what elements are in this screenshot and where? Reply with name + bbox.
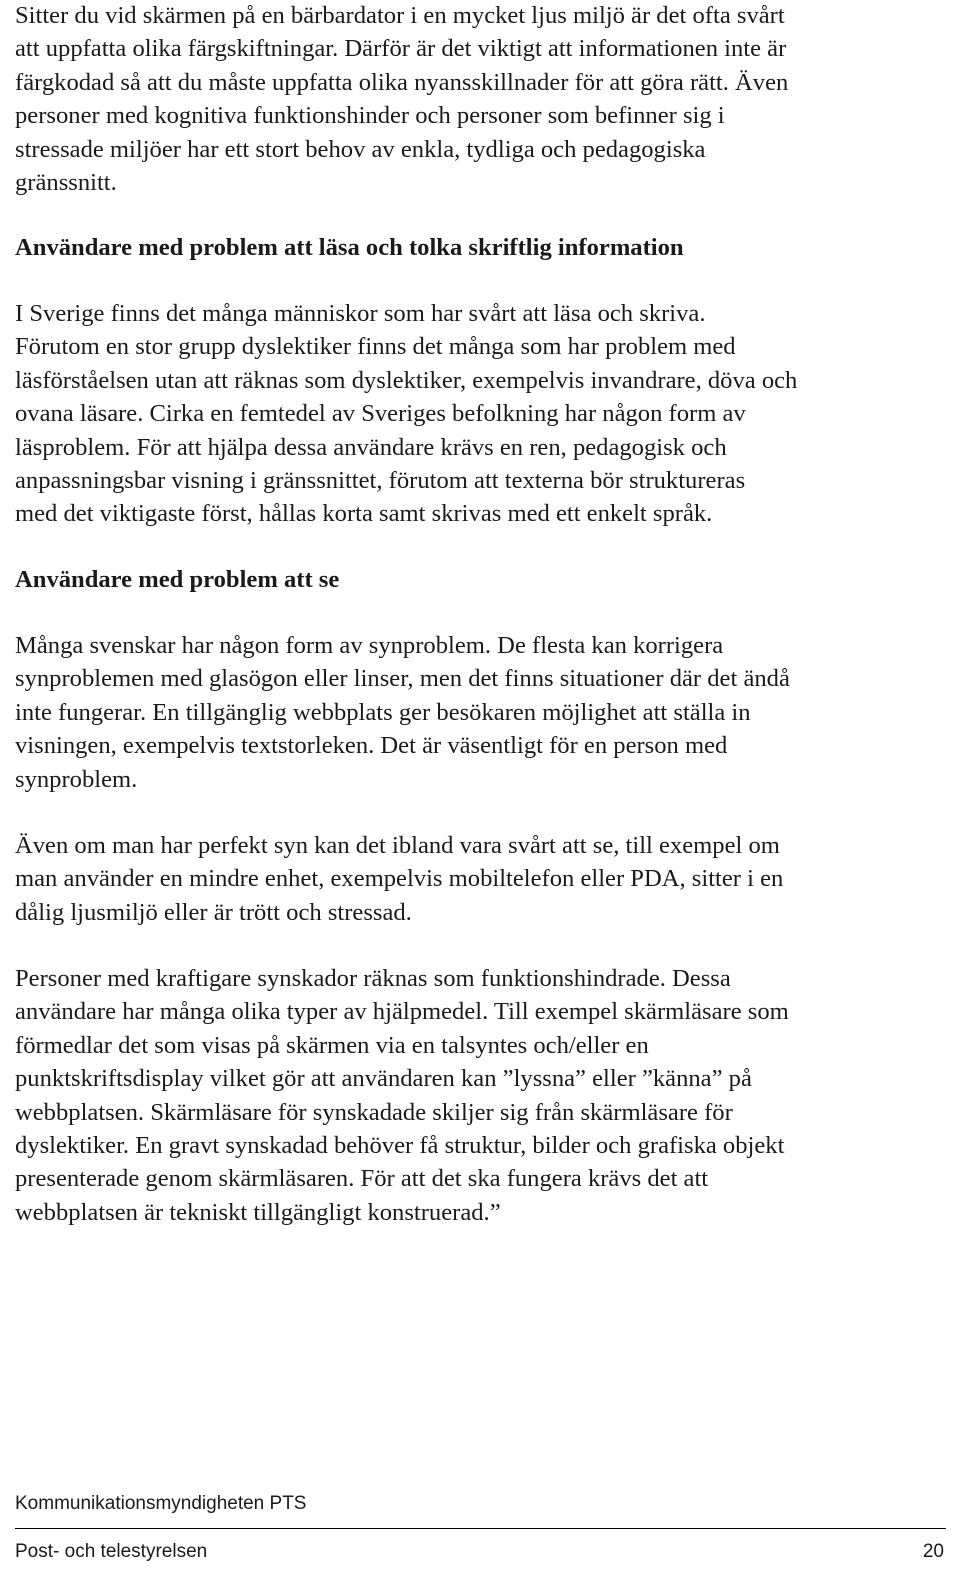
paragraph xyxy=(15,962,789,1229)
text-line: inte fungerar. En tillgänglig webbplats ger besökaren möjlighet att ställa in xyxy=(15,698,751,726)
text-line: webbplatsen är tekniskt tillgängligt konstruerad.” xyxy=(15,1198,501,1226)
text-line: Sitter du vid skärmen på en bärbardator i en mycket ljus miljö är det ofta svårt xyxy=(15,2,785,29)
text-line: läsproblem. För att hjälpa dessa användare krävs en ren, pedagogisk och xyxy=(15,433,727,461)
text-line: Personer med kraftigare synskador räknas som funktionshindrade. Dessa xyxy=(15,965,731,992)
text-line: Förutom en stor grupp dyslektiker finns det många som har problem med xyxy=(15,333,736,361)
text-line: personer med kognitiva funktionshinder och personer som befinner sig i xyxy=(15,102,725,130)
text-line: Många svenskar har någon form av synproblem. De flesta kan korrigera xyxy=(15,632,724,659)
text-line: stressade miljöer har ett stort behov av enkla, tydliga och pedagogiska xyxy=(15,135,706,163)
text-line: Även om man har perfekt syn kan det ibland vara svårt att se, till exempel om xyxy=(15,832,780,859)
text-line: punktskriftsdisplay vilket gör att användaren kan ”lyssna” eller ”känna” på xyxy=(15,1065,752,1093)
page-number: 20 xyxy=(922,1541,944,1562)
text-line: visningen, exempelvis textstorleken. Det är väsentligt för en person med xyxy=(15,732,728,760)
text-line: användare har många olika typer av hjälpmedel. Till exempel skärmläsare som xyxy=(15,998,789,1026)
text-line: att uppfatta olika färgskiftningar. Därför är det viktigt att informationen inte är xyxy=(15,35,787,63)
text-line: läsförståelsen utan att räknas som dyslektiker, exempelvis invandrare, döva och xyxy=(15,366,798,394)
text-line: dålig ljusmiljö eller är trött och stressad. xyxy=(15,898,412,926)
text-line: ovana läsare. Cirka en femtedel av Sveriges befolkning har någon form av xyxy=(15,400,746,428)
text-line: synproblem. xyxy=(15,765,138,793)
text-line: I Sverige finns det många människor som har svårt att läsa och skriva. xyxy=(15,300,706,327)
text-line: färgkodad så att du måste uppfatta olika nyansskillnader för att göra rätt. Även xyxy=(15,68,789,96)
text-line: synproblemen med glasögon eller linser, men det finns situationer där det ändå xyxy=(15,665,790,693)
footer-organization: Kommunikationsmyndigheten PTS xyxy=(15,1493,307,1514)
section-heading: Användare med problem att läsa och tolka skriftlig information xyxy=(15,234,684,261)
paragraph xyxy=(15,297,797,531)
footer-agency: Post- och telestyrelsen xyxy=(15,1541,208,1562)
text-line: med det viktigaste först, hållas korta samt skrivas med ett enkelt språk. xyxy=(15,500,713,528)
text-line: gränssnitt. xyxy=(15,169,117,197)
text-line: förmedlar det som visas på skärmen via en talsyntes och/eller en xyxy=(15,1031,649,1059)
paragraph xyxy=(15,0,788,199)
text-line: dyslektiker. En gravt synskadad behöver få struktur, bilder och grafiska objekt xyxy=(15,1132,785,1160)
text-line: anpassningsbar visning i gränssnittet, förutom att texterna bör struktureras xyxy=(15,467,746,495)
section-heading: Användare med problem att se xyxy=(15,566,340,593)
paragraph xyxy=(15,829,783,929)
footer-divider xyxy=(15,1528,946,1529)
text-line: man använder en mindre enhet, exempelvis mobiltelefon eller PDA, sitter i en xyxy=(15,865,784,893)
text-line: webbplatsen. Skärmläsare för synskadade skiljer sig från skärmläsare för xyxy=(15,1098,733,1126)
paragraph xyxy=(15,629,790,796)
text-line: presenterade genom skärmläsaren. För att det ska fungera krävs det att xyxy=(15,1165,709,1193)
